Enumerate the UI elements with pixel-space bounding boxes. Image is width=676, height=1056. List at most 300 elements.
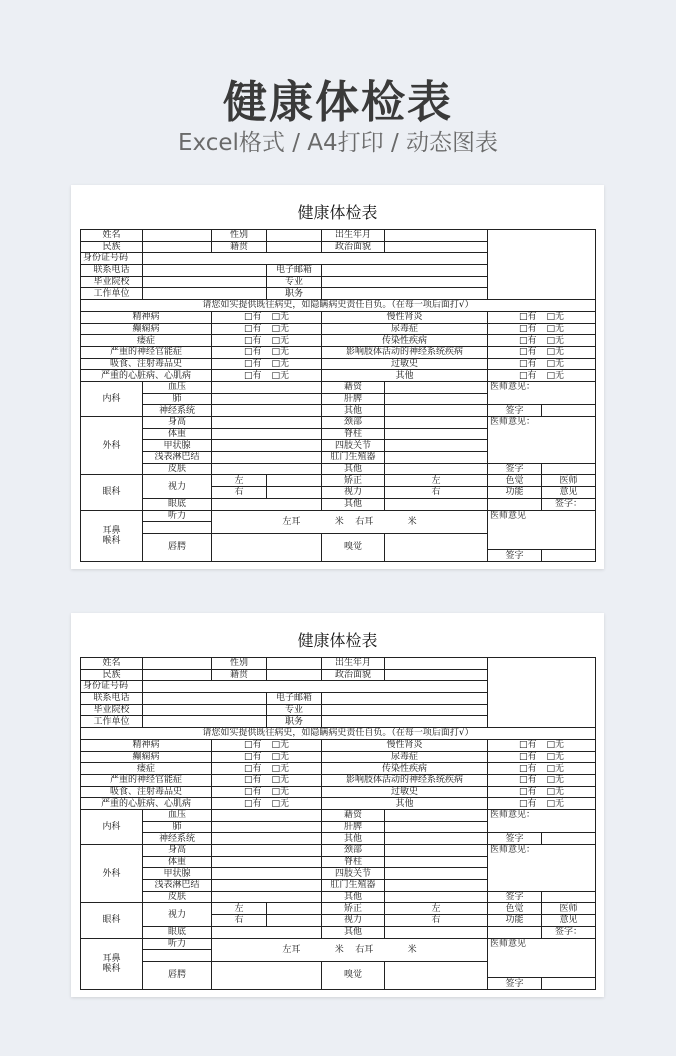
history-check [488, 774, 596, 786]
eye-left: 左 [212, 475, 267, 487]
eye-other: 其他 [322, 926, 385, 938]
ent-hearing: 听力 [143, 938, 212, 950]
label-employer: 工作单位 [81, 288, 143, 300]
checkbox-no: □无 [546, 798, 565, 809]
section-ent [81, 938, 143, 990]
surgery-item: 甲状腺 [143, 868, 212, 880]
history-item: 严重的心脏病、心肌病 [81, 798, 212, 810]
checkbox-yes: □有 [518, 323, 537, 334]
surgery-item: 脊柱 [322, 428, 385, 440]
checkbox-no: □无 [271, 370, 290, 381]
checkbox-yes: □有 [518, 312, 537, 323]
value-employer [143, 716, 267, 728]
internal-item: 其他 [322, 833, 385, 845]
eye-value [385, 498, 488, 510]
history-item: 过敏史 [322, 358, 488, 370]
internal-value [212, 405, 322, 417]
checkbox-yes: □有 [243, 786, 262, 797]
surgery-value [385, 868, 488, 880]
history-check [212, 739, 322, 751]
ent-opinion: 医师意见 [488, 510, 596, 550]
label-position: 职务 [267, 716, 322, 728]
surgery-value [385, 845, 488, 857]
history-item: 吸食、注射毒品史 [81, 786, 212, 798]
internal-sign-value [542, 405, 596, 417]
section-surgery: 外科 [81, 417, 143, 475]
history-item: 瘘症 [81, 335, 212, 347]
internal-value [212, 809, 322, 821]
eye-value [267, 487, 322, 499]
eye-value [267, 475, 322, 487]
ent-unit: 米 [407, 516, 417, 527]
ent-smell: 嗅觉 [322, 961, 385, 989]
surgery-item: 甲状腺 [143, 440, 212, 452]
internal-sign: 签字 [488, 405, 542, 417]
surgery-item: 肛门生殖器 [322, 452, 385, 464]
history-item: 癫痫病 [81, 751, 212, 763]
ent-unit: 米 [334, 516, 344, 527]
internal-value [385, 393, 488, 405]
history-check [488, 311, 596, 323]
eye-fundus: 眼底 [143, 926, 212, 938]
checkbox-yes: □有 [518, 358, 537, 369]
ent-value [385, 533, 488, 561]
surgery-item: 四肢关节 [322, 440, 385, 452]
label-name: 姓名 [81, 658, 143, 670]
surgery-value [212, 880, 322, 892]
checkbox-no: □无 [271, 763, 290, 774]
value-political [385, 669, 488, 681]
internal-item: 肝脾 [322, 821, 385, 833]
surgery-item: 颈部 [322, 417, 385, 429]
checkbox-yes: □有 [243, 775, 262, 786]
label-political: 政治面貌 [322, 241, 385, 253]
value-phone [143, 265, 267, 277]
value-school [143, 704, 267, 716]
history-check [212, 323, 322, 335]
checkbox-no: □无 [546, 358, 565, 369]
internal-item: 血压 [143, 809, 212, 821]
history-check [212, 763, 322, 775]
internal-sign-value [542, 833, 596, 845]
surgery-item: 体重 [143, 856, 212, 868]
ent-value [212, 961, 322, 989]
label-employer: 工作单位 [81, 716, 143, 728]
internal-value [385, 809, 488, 821]
section-eye: 眼科 [81, 475, 143, 510]
value-ethnicity [143, 669, 212, 681]
label-major: 专业 [267, 704, 322, 716]
label-gender: 性别 [212, 658, 267, 670]
internal-value [385, 381, 488, 393]
label-ethnicity: 民族 [81, 241, 143, 253]
checkbox-yes: □有 [243, 370, 262, 381]
eye-left: 左 [385, 475, 488, 487]
checkbox-yes: □有 [243, 358, 262, 369]
value-major [322, 276, 488, 288]
history-check [488, 346, 596, 358]
checkbox-no: □无 [546, 786, 565, 797]
surgery-value [385, 417, 488, 429]
checkbox-no: □无 [271, 798, 290, 809]
history-item: 瘘症 [81, 763, 212, 775]
label-id-number: 身份证号码 [81, 681, 143, 693]
hero-title: 健康体检表 [223, 77, 453, 128]
checkbox-yes: □有 [243, 740, 262, 751]
history-item: 严重的心脏病、心肌病 [81, 370, 212, 382]
ent-unit: 米 [334, 944, 344, 955]
eye-fundus: 眼底 [143, 498, 212, 510]
label-phone: 联系电话 [81, 265, 143, 277]
checkbox-yes: □有 [243, 323, 262, 334]
surgery-value [385, 891, 488, 903]
eye-value [385, 926, 488, 938]
checkbox-no: □无 [546, 775, 565, 786]
internal-item: 神经系统 [143, 833, 212, 845]
internal-value [212, 821, 322, 833]
label-id-number: 身份证号码 [81, 253, 143, 265]
internal-item: 其他 [322, 405, 385, 417]
internal-sign: 签字 [488, 833, 542, 845]
eye-other: 其他 [322, 498, 385, 510]
internal-item: 藉资 [322, 381, 385, 393]
label-name: 姓名 [81, 230, 143, 242]
eye-right: 右 [212, 487, 267, 499]
ent-title-2: 喉科 [102, 963, 121, 974]
label-email: 电子邮箱 [267, 693, 322, 705]
surgery-item: 其他 [322, 463, 385, 475]
ent-right-ear: 右耳 [355, 944, 374, 955]
history-item: 影响肢体活动的神经系统疾病 [322, 774, 488, 786]
value-position [322, 716, 488, 728]
eye-right: 右 [212, 915, 267, 927]
value-employer [143, 288, 267, 300]
history-item: 尿毒症 [322, 751, 488, 763]
eye-opinion: 意见 [542, 915, 596, 927]
checkbox-no: □无 [546, 312, 565, 323]
value-name [143, 230, 212, 242]
history-check [488, 763, 596, 775]
eye-left: 左 [212, 903, 267, 915]
ent-hearing: 听力 [143, 510, 212, 522]
surgery-sign: 签字 [488, 463, 542, 475]
checkbox-yes: □有 [243, 335, 262, 346]
eye-right: 右 [385, 487, 488, 499]
surgery-item: 肛门生殖器 [322, 880, 385, 892]
checkbox-no: □无 [546, 740, 565, 751]
photo-box [488, 230, 596, 300]
eye-blank [488, 926, 542, 938]
surgery-value [212, 856, 322, 868]
checkbox-yes: □有 [243, 763, 262, 774]
checkbox-no: □无 [546, 763, 565, 774]
ent-blank [143, 950, 212, 962]
surgery-value [212, 428, 322, 440]
ent-title-2: 喉科 [102, 535, 121, 546]
internal-value [212, 833, 322, 845]
eye-value [267, 915, 322, 927]
eye-sign: 签字： [542, 498, 596, 510]
value-email [322, 265, 488, 277]
internal-value [212, 381, 322, 393]
ent-blank [143, 522, 212, 534]
checkbox-no: □无 [271, 358, 290, 369]
health-form-table [80, 657, 596, 990]
checkbox-no: □无 [271, 312, 290, 323]
checkbox-no: □无 [546, 347, 565, 358]
eye-color: 色觉 [488, 903, 542, 915]
surgery-value [212, 891, 322, 903]
surgery-value [212, 463, 322, 475]
ent-title-1: 耳鼻 [102, 953, 121, 964]
hero-subtitle: Excel格式 / A4打印 / 动态图表 [177, 130, 499, 156]
checkbox-yes: □有 [518, 335, 537, 346]
section-internal: 内科 [81, 809, 143, 844]
ent-hearing-values [212, 938, 488, 961]
surgery-item: 皮肤 [143, 891, 212, 903]
surgery-opinion: 医师意见： [488, 845, 596, 892]
value-id-number [143, 681, 488, 693]
history-check [212, 370, 322, 382]
eye-func: 功能 [488, 487, 542, 499]
checkbox-yes: □有 [518, 740, 537, 751]
eye-vision: 视力 [143, 475, 212, 498]
history-item: 吸食、注射毒品史 [81, 358, 212, 370]
eye-doctor: 医师 [542, 475, 596, 487]
label-political: 政治面貌 [322, 669, 385, 681]
surgery-item: 浅表淋巴结 [143, 880, 212, 892]
history-item: 癫痫病 [81, 323, 212, 335]
surgery-value [385, 463, 488, 475]
history-check [212, 358, 322, 370]
checkbox-no: □无 [271, 347, 290, 358]
checkbox-yes: □有 [518, 763, 537, 774]
eye-vision2: 视力 [322, 487, 385, 499]
surgery-item: 颈部 [322, 845, 385, 857]
label-school: 毕业院校 [81, 704, 143, 716]
surgery-value [385, 880, 488, 892]
history-item: 过敏史 [322, 786, 488, 798]
ent-right-ear: 右耳 [355, 516, 374, 527]
ent-sign: 签字 [488, 978, 542, 990]
history-check [212, 786, 322, 798]
history-item: 其他 [322, 370, 488, 382]
ent-jaw: 唇腭 [143, 961, 212, 989]
surgery-sign-value [542, 463, 596, 475]
history-check [212, 751, 322, 763]
value-native [267, 241, 322, 253]
checkbox-yes: □有 [243, 312, 262, 323]
surgery-item: 脊柱 [322, 856, 385, 868]
label-native: 籍贯 [212, 241, 267, 253]
eye-corrected: 矫正 [322, 475, 385, 487]
internal-value [385, 833, 488, 845]
value-major [322, 704, 488, 716]
label-school: 毕业院校 [81, 276, 143, 288]
surgery-sign-value [542, 891, 596, 903]
surgery-item: 身高 [143, 845, 212, 857]
internal-value [385, 405, 488, 417]
internal-item: 神经系统 [143, 405, 212, 417]
label-birth: 出生年月 [322, 658, 385, 670]
eye-value [212, 498, 322, 510]
surgery-value [212, 845, 322, 857]
internal-item: 肺 [143, 393, 212, 405]
internal-value [212, 393, 322, 405]
eye-value [267, 903, 322, 915]
internal-item: 血压 [143, 381, 212, 393]
value-position [322, 288, 488, 300]
form-preview-2 [71, 613, 604, 997]
history-check [212, 311, 322, 323]
form-title: 健康体检表 [297, 203, 378, 222]
ent-value [212, 533, 322, 561]
history-item: 慢性肾炎 [322, 311, 488, 323]
history-item: 其他 [322, 798, 488, 810]
history-item: 慢性肾炎 [322, 739, 488, 751]
internal-value [385, 821, 488, 833]
surgery-value [385, 856, 488, 868]
history-item: 传染性疾病 [322, 335, 488, 347]
surgery-sign: 签字 [488, 891, 542, 903]
history-check [212, 798, 322, 810]
label-ethnicity: 民族 [81, 669, 143, 681]
history-item: 影响肢体活动的神经系统疾病 [322, 346, 488, 358]
history-check [488, 798, 596, 810]
label-gender: 性别 [212, 230, 267, 242]
history-check [488, 786, 596, 798]
surgery-item: 浅表淋巴结 [143, 452, 212, 464]
value-gender [267, 658, 322, 670]
checkbox-yes: □有 [518, 786, 537, 797]
eye-vision2: 视力 [322, 915, 385, 927]
value-school [143, 276, 267, 288]
eye-blank [488, 498, 542, 510]
history-item: 精神病 [81, 311, 212, 323]
ent-left-ear: 左耳 [282, 516, 301, 527]
health-form-table [80, 229, 596, 562]
surgery-value [212, 440, 322, 452]
checkbox-no: □无 [271, 775, 290, 786]
checkbox-no: □无 [271, 786, 290, 797]
ent-jaw: 唇腭 [143, 533, 212, 561]
surgery-value [212, 417, 322, 429]
eye-vision: 视力 [143, 903, 212, 926]
surgery-item: 其他 [322, 891, 385, 903]
value-birth [385, 658, 488, 670]
eye-func: 功能 [488, 915, 542, 927]
surgery-item: 身高 [143, 417, 212, 429]
checkbox-no: □无 [546, 751, 565, 762]
value-name [143, 658, 212, 670]
checkbox-yes: □有 [518, 751, 537, 762]
history-check [488, 370, 596, 382]
surgery-opinion: 医师意见： [488, 417, 596, 464]
checkbox-no: □无 [271, 323, 290, 334]
surgery-value [385, 440, 488, 452]
internal-item: 肝脾 [322, 393, 385, 405]
surgery-item: 皮肤 [143, 463, 212, 475]
ent-sign: 签字 [488, 550, 542, 562]
checkbox-no: □无 [546, 323, 565, 334]
history-check [488, 335, 596, 347]
eye-corrected: 矫正 [322, 903, 385, 915]
history-item: 传染性疾病 [322, 763, 488, 775]
checkbox-yes: □有 [518, 347, 537, 358]
history-check [488, 323, 596, 335]
value-ethnicity [143, 241, 212, 253]
history-check [212, 335, 322, 347]
label-native: 籍贯 [212, 669, 267, 681]
history-check [488, 739, 596, 751]
internal-opinion: 医师意见： [488, 381, 596, 404]
history-note: 请您如实提供既往病史，如隐瞒病史责任自负。（在每一项后面打√） [81, 300, 596, 312]
history-item: 严重的神经官能症 [81, 774, 212, 786]
value-id-number [143, 253, 488, 265]
value-gender [267, 230, 322, 242]
checkbox-yes: □有 [243, 347, 262, 358]
checkbox-yes: □有 [243, 751, 262, 762]
checkbox-yes: □有 [518, 370, 537, 381]
ent-smell: 嗅觉 [322, 533, 385, 561]
photo-box [488, 658, 596, 728]
surgery-value [385, 428, 488, 440]
section-eye: 眼科 [81, 903, 143, 938]
label-major: 专业 [267, 276, 322, 288]
ent-sign-value [542, 978, 596, 990]
form-preview-1 [71, 185, 604, 569]
form-title: 健康体检表 [297, 631, 378, 650]
eye-right: 右 [385, 915, 488, 927]
internal-item: 藉资 [322, 809, 385, 821]
checkbox-yes: □有 [518, 798, 537, 809]
checkbox-no: □无 [271, 751, 290, 762]
checkbox-yes: □有 [518, 775, 537, 786]
ent-hearing-values [212, 510, 488, 533]
surgery-value [212, 868, 322, 880]
surgery-item: 体重 [143, 428, 212, 440]
ent-sign-value [542, 550, 596, 562]
ent-unit: 米 [407, 944, 417, 955]
eye-opinion: 意见 [542, 487, 596, 499]
eye-value [212, 926, 322, 938]
history-check [212, 346, 322, 358]
checkbox-yes: □有 [243, 798, 262, 809]
label-email: 电子邮箱 [267, 265, 322, 277]
history-item: 精神病 [81, 739, 212, 751]
history-check [488, 358, 596, 370]
section-ent [81, 510, 143, 562]
history-note: 请您如实提供既往病史，如隐瞒病史责任自负。（在每一项后面打√） [81, 728, 596, 740]
checkbox-no: □无 [546, 335, 565, 346]
value-political [385, 241, 488, 253]
ent-left-ear: 左耳 [282, 944, 301, 955]
eye-left: 左 [385, 903, 488, 915]
history-item: 尿毒症 [322, 323, 488, 335]
checkbox-no: □无 [271, 335, 290, 346]
value-email [322, 693, 488, 705]
ent-value [385, 961, 488, 989]
section-internal: 内科 [81, 381, 143, 416]
value-birth [385, 230, 488, 242]
ent-title-1: 耳鼻 [102, 525, 121, 536]
ent-opinion: 医师意见 [488, 938, 596, 978]
internal-item: 肺 [143, 821, 212, 833]
surgery-value [212, 452, 322, 464]
history-check [488, 751, 596, 763]
eye-color: 色觉 [488, 475, 542, 487]
checkbox-no: □无 [271, 740, 290, 751]
